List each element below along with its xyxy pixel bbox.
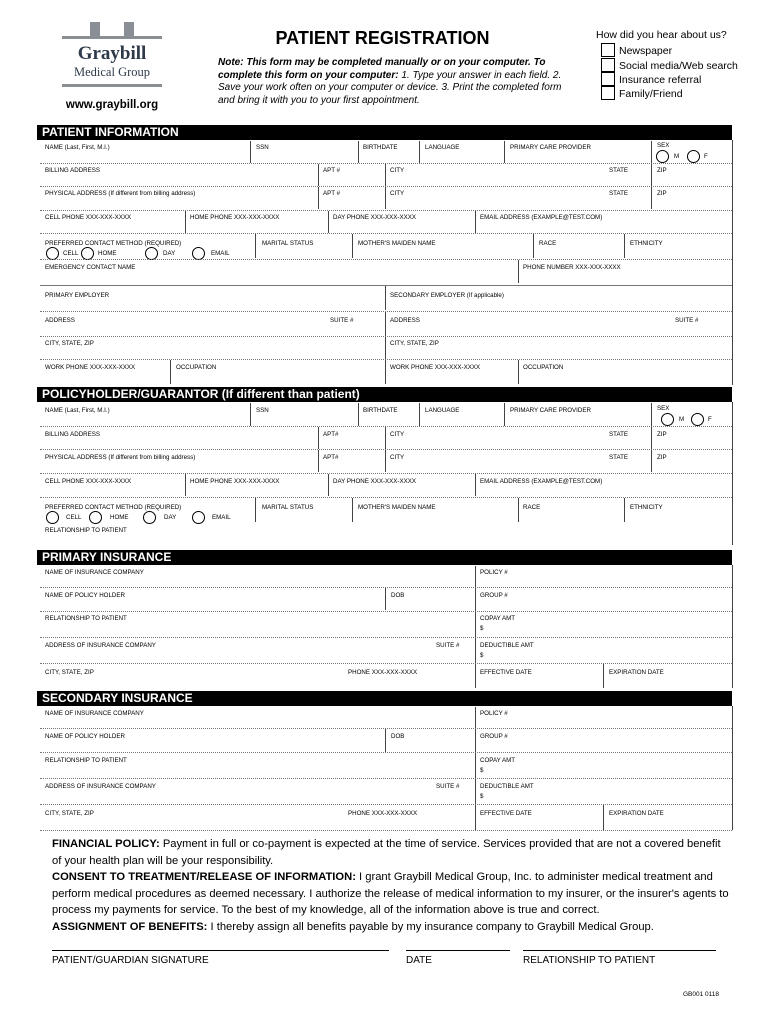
- p-phone-field[interactable]: PHONE XXX-XXX-XXXX: [348, 669, 418, 676]
- g-ethnicity-field[interactable]: ETHNICITY: [630, 504, 663, 511]
- primary-employer-field[interactable]: PRIMARY EMPLOYER: [45, 292, 110, 299]
- checkbox[interactable]: [601, 58, 615, 72]
- s-relationship-field[interactable]: RELATIONSHIP TO PATIENT: [45, 757, 127, 764]
- g-sex-f-label: F: [708, 416, 712, 423]
- financial-policy: FINANCIAL POLICY: Payment in full or co-payment is expected at the time of service. Services provided that are not a covered benefit of your health plan will be your responsibility.: [52, 838, 721, 867]
- g-contact-home-radio[interactable]: [89, 511, 102, 524]
- contact-cell-label: CELL: [63, 250, 79, 257]
- form-code: GB001 0118: [683, 991, 720, 998]
- checkbox[interactable]: [601, 86, 615, 100]
- checkbox[interactable]: [601, 72, 615, 86]
- relationship-line[interactable]: [523, 950, 716, 951]
- physical-address-field[interactable]: PHYSICAL ADDRESS (If different from billing address): [45, 190, 196, 197]
- employer-city-field[interactable]: CITY, STATE, ZIP: [45, 340, 94, 347]
- g-day-field[interactable]: DAY PHONE XXX-XXX-XXXX: [333, 478, 416, 485]
- p-expiration-field[interactable]: EXPIRATION DATE: [609, 669, 664, 676]
- s-deductible-field[interactable]: DEDUCTIBLE AMT: [480, 783, 534, 790]
- sec-employer-suite-field[interactable]: SUITE #: [675, 317, 699, 324]
- p-company-address-field[interactable]: ADDRESS OF INSURANCE COMPANY: [45, 642, 156, 649]
- assignment-policy: ASSIGNMENT OF BENEFITS: I thereby assign all benefits payable by my insurance company to Graybill Medical Group.: [52, 920, 654, 933]
- zip-field-2[interactable]: ZIP: [657, 190, 667, 197]
- p-company-field[interactable]: NAME OF INSURANCE COMPANY: [45, 569, 144, 576]
- s-policy-field[interactable]: POLICY #: [480, 710, 508, 717]
- state-field[interactable]: STATE: [609, 167, 629, 174]
- sec-employer-city-field[interactable]: CITY, STATE, ZIP: [390, 340, 439, 347]
- g-birthdate-field[interactable]: BIRTHDATE: [363, 407, 398, 414]
- s-phone-field[interactable]: PHONE XXX-XXX-XXXX: [348, 810, 418, 817]
- p-policy-field[interactable]: POLICY #: [480, 569, 508, 576]
- g-city-field-2[interactable]: CITY: [390, 454, 405, 461]
- g-zip-field-2[interactable]: ZIP: [657, 454, 667, 461]
- sex-label: SEX: [657, 142, 670, 149]
- pcp-field[interactable]: PRIMARY CARE PROVIDER: [510, 144, 591, 151]
- g-contact-day-label: DAY: [164, 514, 177, 521]
- g-ssn-field[interactable]: SSN: [256, 407, 269, 414]
- contact-email-label: EMAIL: [211, 250, 230, 257]
- city-field[interactable]: CITY: [390, 167, 405, 174]
- secondary-employer-field[interactable]: SECONDARY EMPLOYER (If applicable): [390, 292, 504, 299]
- g-marital-field[interactable]: MARITAL STATUS: [262, 504, 314, 511]
- p-relationship-field[interactable]: RELATIONSHIP TO PATIENT: [45, 615, 127, 622]
- p-dob-field[interactable]: DOB: [391, 592, 405, 599]
- g-home-field[interactable]: HOME PHONE XXX-XXX-XXXX: [190, 478, 280, 485]
- logo-name: Graybill: [77, 43, 147, 64]
- g-state-field[interactable]: STATE: [609, 431, 629, 438]
- g-name-field[interactable]: NAME (Last, First, M.I.): [45, 407, 110, 414]
- p-holder-field[interactable]: NAME OF POLICY HOLDER: [45, 592, 125, 599]
- sec-work-phone-field[interactable]: WORK PHONE XXX-XXX-XXXX: [390, 364, 481, 371]
- signature-label: PATIENT/GUARDIAN SIGNATURE: [52, 955, 209, 966]
- city-field-2[interactable]: CITY: [390, 190, 405, 197]
- p-suite-field[interactable]: SUITE #: [436, 642, 460, 649]
- g-contact-cell-label: CELL: [66, 514, 82, 521]
- s-deductible-dollar: $: [480, 793, 484, 800]
- g-sex-m-radio[interactable]: [661, 413, 674, 426]
- p-copay-field[interactable]: COPAY AMT: [480, 615, 516, 622]
- sex-m-radio[interactable]: [656, 150, 669, 163]
- g-apt-field-2[interactable]: APT#: [323, 454, 339, 461]
- s-suite-field[interactable]: SUITE #: [436, 783, 460, 790]
- s-city-field[interactable]: CITY, STATE, ZIP: [45, 810, 94, 817]
- emergency-phone-field[interactable]: PHONE NUMBER XXX-XXX-XXXX: [523, 264, 621, 271]
- day-phone-field[interactable]: DAY PHONE XXX-XXX-XXXX: [333, 214, 416, 221]
- ssn-field[interactable]: SSN: [256, 144, 269, 151]
- s-holder-field[interactable]: NAME OF POLICY HOLDER: [45, 733, 125, 740]
- occupation-field[interactable]: OCCUPATION: [176, 364, 217, 371]
- sex-m-label: M: [674, 153, 680, 160]
- g-city-field[interactable]: CITY: [390, 431, 405, 438]
- g-maiden-field[interactable]: MOTHER'S MAIDEN NAME: [358, 504, 436, 511]
- referral-question: How did you hear about us?: [596, 29, 727, 41]
- relationship-label: RELATIONSHIP TO PATIENT: [523, 955, 656, 966]
- patient-info-header: PATIENT INFORMATION: [37, 125, 732, 140]
- policy-text: [52, 836, 732, 935]
- p-copay-dollar: $: [480, 625, 484, 632]
- birthdate-field[interactable]: BIRTHDATE: [363, 144, 398, 151]
- s-copay-dollar: $: [480, 767, 484, 774]
- p-group-field[interactable]: GROUP #: [480, 592, 508, 599]
- contact-home-label: HOME: [98, 250, 117, 257]
- right-border: [732, 140, 733, 385]
- website-link[interactable]: www.graybill.org: [65, 99, 159, 111]
- g-relationship-field[interactable]: RELATIONSHIP TO PATIENT: [45, 527, 127, 534]
- g-zip-field[interactable]: ZIP: [657, 431, 667, 438]
- g-contact-day-radio[interactable]: [143, 511, 156, 524]
- employer-suite-field[interactable]: SUITE #: [330, 317, 354, 324]
- apt-field-2[interactable]: APT #: [323, 190, 341, 197]
- g-contact-home-label: HOME: [110, 514, 129, 521]
- g-state-field-2[interactable]: STATE: [609, 454, 629, 461]
- referral-option-social[interactable]: Social media/Web search: [601, 58, 738, 72]
- checkbox[interactable]: [601, 43, 615, 57]
- sec-occupation-field[interactable]: OCCUPATION: [523, 364, 564, 371]
- s-dob-field[interactable]: DOB: [391, 733, 405, 740]
- p-effective-field[interactable]: EFFECTIVE DATE: [480, 669, 532, 676]
- zip-field[interactable]: ZIP: [657, 167, 667, 174]
- g-language-field[interactable]: LANGUAGE: [425, 407, 460, 414]
- sex-f-radio[interactable]: [687, 150, 700, 163]
- s-company-field[interactable]: NAME OF INSURANCE COMPANY: [45, 710, 144, 717]
- g-email-field[interactable]: EMAIL ADDRESS (EXAMPLE@TEST.COM): [480, 478, 603, 485]
- g-billing-field[interactable]: BILLING ADDRESS: [45, 431, 101, 438]
- referral-option-newspaper[interactable]: Newspaper: [601, 43, 672, 57]
- date-label: DATE: [406, 955, 432, 966]
- guarantor-header: POLICYHOLDER/GUARANTOR (If different than patient): [37, 387, 732, 402]
- name-field[interactable]: NAME (Last, First, M.I.): [45, 144, 110, 151]
- form-note: Note: This form may be completed manually or on your computer. To complete this form on your computer: 1. Type your answer in each field. 2. Save your work often on your computer or device. 3. Print the completed form and bring it with you to your first appointment.: [218, 57, 562, 106]
- s-company-address-field[interactable]: ADDRESS OF INSURANCE COMPANY: [45, 783, 156, 790]
- logo-subtitle: Medical Group: [73, 65, 151, 79]
- signature-line[interactable]: [52, 950, 389, 951]
- g-race-field[interactable]: RACE: [523, 504, 541, 511]
- s-effective-field[interactable]: EFFECTIVE DATE: [480, 810, 532, 817]
- p-deductible-field[interactable]: DEDUCTIBLE AMT: [480, 642, 534, 649]
- g-contact-cell-radio[interactable]: [46, 511, 59, 524]
- preferred-contact-label: PREFERRED CONTACT METHOD (REQUIRED): [45, 240, 182, 247]
- emergency-contact-field[interactable]: EMERGENCY CONTACT NAME: [45, 264, 136, 271]
- marital-status-field[interactable]: MARITAL STATUS: [262, 240, 314, 247]
- date-line[interactable]: [406, 950, 510, 951]
- cell-phone-field[interactable]: CELL PHONE XXX-XXX-XXXX: [45, 214, 132, 221]
- sec-employer-address-field[interactable]: ADDRESS: [390, 317, 420, 324]
- race-field[interactable]: RACE: [539, 240, 557, 247]
- referral-option-family[interactable]: Family/Friend: [601, 86, 683, 100]
- contact-day-label: DAY: [163, 250, 176, 257]
- primary-insurance-header: PRIMARY INSURANCE: [37, 550, 732, 565]
- g-sex-label: SEX: [657, 405, 670, 412]
- page-title: PATIENT REGISTRATION: [275, 28, 490, 48]
- state-field-2[interactable]: STATE: [609, 190, 629, 197]
- g-pcp-field[interactable]: PRIMARY CARE PROVIDER: [510, 407, 591, 414]
- p-deductible-dollar: $: [480, 652, 484, 659]
- apt-field[interactable]: APT #: [323, 167, 341, 174]
- language-field[interactable]: LANGUAGE: [425, 144, 460, 151]
- g-contact-email-radio[interactable]: [192, 511, 205, 524]
- employer-address-field[interactable]: ADDRESS: [45, 317, 75, 324]
- g-sex-f-radio[interactable]: [691, 413, 704, 426]
- p-city-field[interactable]: CITY, STATE, ZIP: [45, 669, 94, 676]
- sex-f-label: F: [704, 153, 708, 160]
- g-cell-field[interactable]: CELL PHONE XXX-XXX-XXXX: [45, 478, 132, 485]
- referral-option-insurance[interactable]: Insurance referral: [601, 72, 701, 86]
- email-field[interactable]: EMAIL ADDRESS (EXAMPLE@TEST.COM): [480, 214, 603, 221]
- secondary-insurance-header: SECONDARY INSURANCE: [37, 691, 732, 706]
- s-expiration-field[interactable]: EXPIRATION DATE: [609, 810, 664, 817]
- consent-policy: CONSENT TO TREATMENT/RELEASE OF INFORMATION: I grant Graybill Medical Group, Inc. to administer medical treatment and perform medical procedures as deemed necessary. I authorize the release of medical information to my insurer, or the insurer's agents to process my payments for service. To the best of my knowledge, all of the information above is true and correct.: [52, 871, 729, 916]
- billing-address-field[interactable]: BILLING ADDRESS: [45, 167, 101, 174]
- graybill-logo: [62, 22, 162, 117]
- maiden-name-field[interactable]: MOTHER'S MAIDEN NAME: [358, 240, 436, 247]
- g-physical-field[interactable]: PHYSICAL ADDRESS (If different from billing address): [45, 454, 196, 461]
- s-group-field[interactable]: GROUP #: [480, 733, 508, 740]
- ethnicity-field[interactable]: ETHNICITY: [630, 240, 663, 247]
- g-sex-m-label: M: [679, 416, 685, 423]
- g-apt-field[interactable]: APT#: [323, 431, 339, 438]
- g-preferred-contact-label: PREFERRED CONTACT METHOD (REQUIRED): [45, 504, 182, 511]
- s-copay-field[interactable]: COPAY AMT: [480, 757, 516, 764]
- g-contact-email-label: EMAIL: [212, 514, 231, 521]
- home-phone-field[interactable]: HOME PHONE XXX-XXX-XXXX: [190, 214, 280, 221]
- work-phone-field[interactable]: WORK PHONE XXX-XXX-XXXX: [45, 364, 136, 371]
